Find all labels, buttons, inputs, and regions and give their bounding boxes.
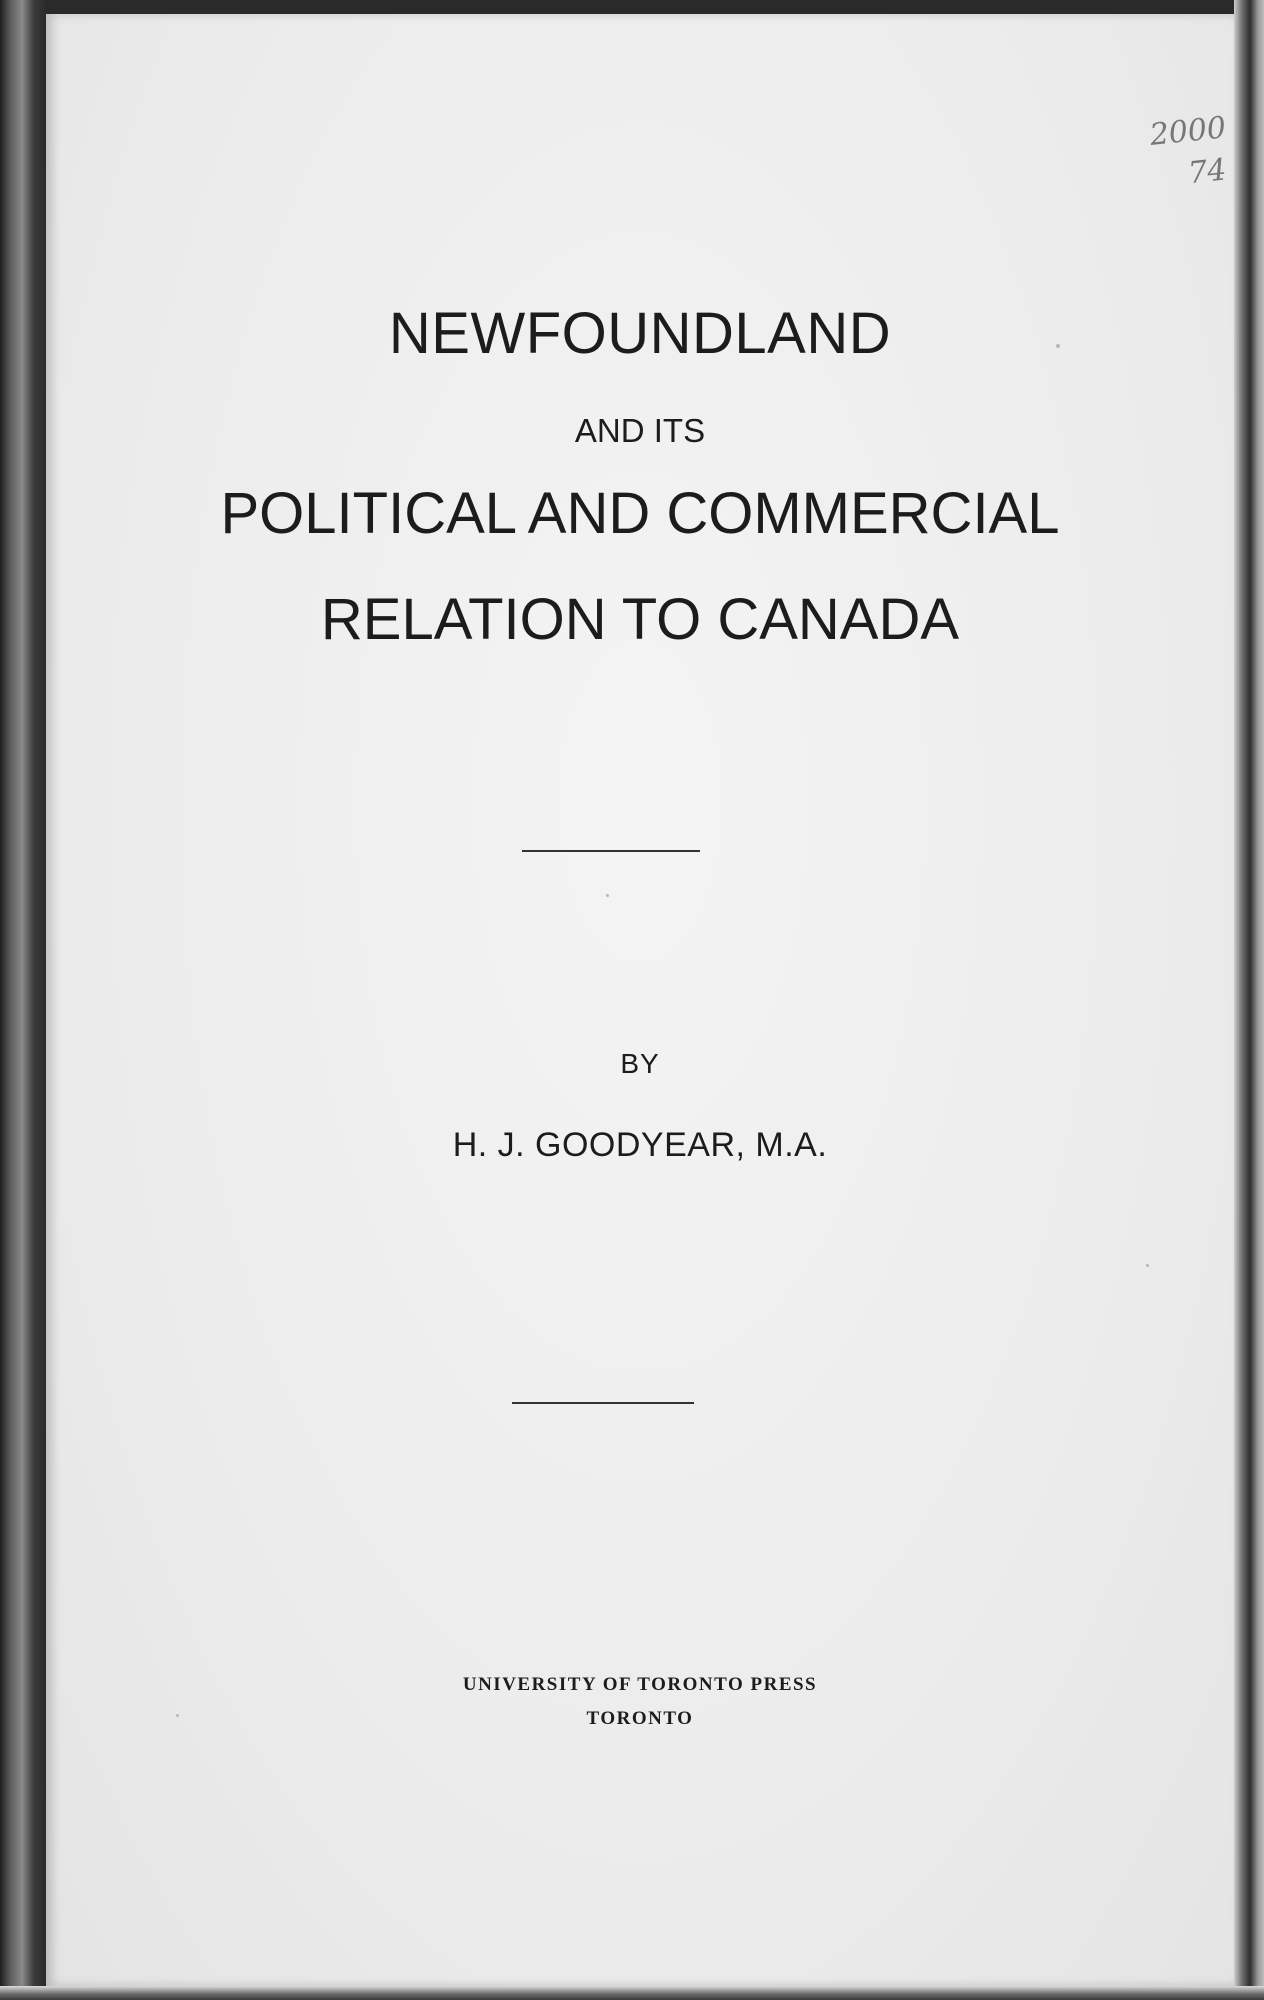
title-line-1: NEWFOUNDLAND [388, 301, 892, 366]
title-line-3: POLITICAL AND COMMERCIAL [220, 481, 1060, 546]
title-line-4: RELATION TO CANADA [320, 587, 960, 652]
scan-bottom-edge [0, 1986, 1264, 2000]
paper-speck [606, 894, 609, 897]
handwritten-note-line1: 2000 [1147, 110, 1228, 154]
paper-speck [176, 1714, 179, 1717]
title-line-2: AND ITS [574, 412, 706, 449]
paper-speck [1056, 344, 1060, 348]
paper-speck [1146, 1264, 1149, 1267]
handwritten-note-line2: 74 [1186, 152, 1228, 192]
publisher-name: UNIVERSITY OF TORONTO PRESS [462, 1674, 818, 1695]
byline-by: BY [620, 1048, 660, 1079]
handwritten-shelf-note [1148, 110, 1232, 196]
title-page [46, 14, 1234, 1986]
divider-rule-top [522, 850, 700, 852]
publisher-city: TORONTO [586, 1708, 694, 1729]
scan-right-edge [1234, 0, 1264, 2000]
divider-rule-bottom [512, 1402, 694, 1404]
author-name: H. J. GOODYEAR, M.A. [452, 1126, 828, 1164]
